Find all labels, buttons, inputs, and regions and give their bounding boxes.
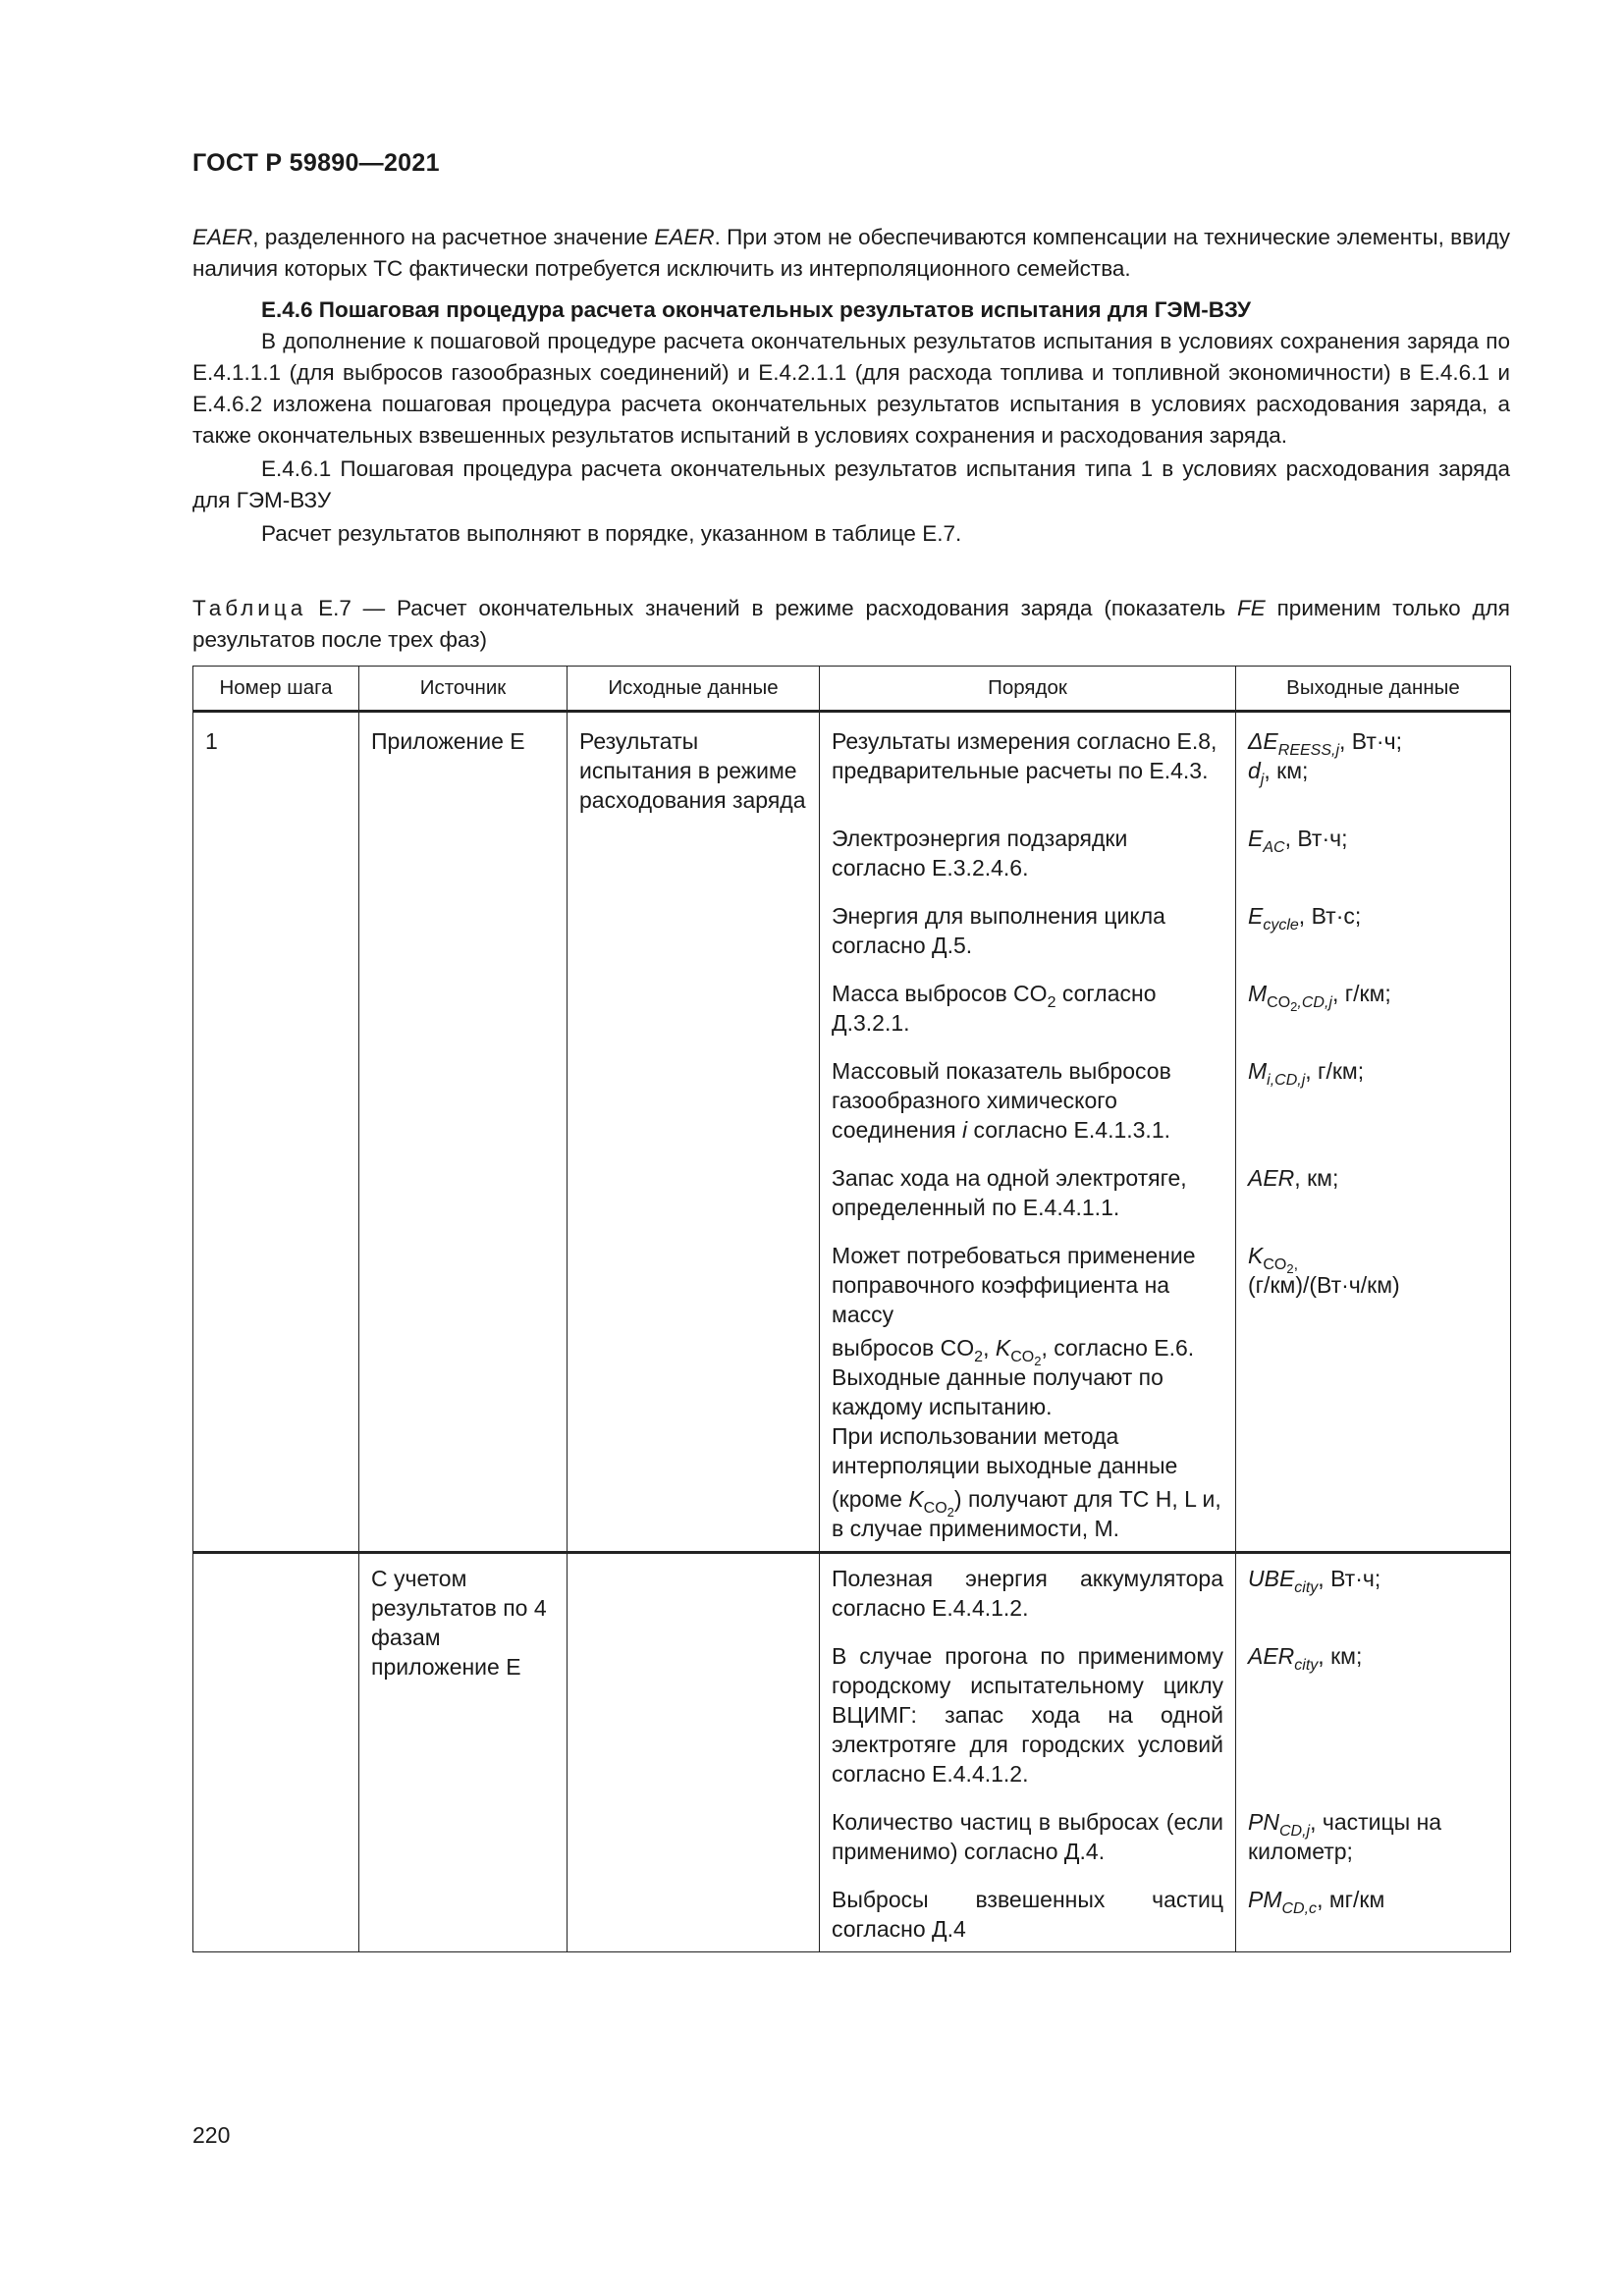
term-fe: FE bbox=[1237, 596, 1266, 620]
caption-label: Таблица bbox=[192, 596, 307, 620]
output-item bbox=[1248, 1056, 1498, 1148]
italic-sub: i,CD,j bbox=[1267, 1072, 1306, 1089]
text-span: , Вт·ч; bbox=[1318, 1566, 1381, 1591]
intro-paragraph bbox=[192, 222, 1510, 285]
italic-sub: CD,c bbox=[1281, 1900, 1318, 1917]
column-header: Выходные данные bbox=[1236, 667, 1511, 712]
column-header: Порядок bbox=[820, 667, 1236, 712]
text-span: , частицы на километр; bbox=[1248, 1809, 1442, 1864]
text-span: (кроме bbox=[832, 1486, 909, 1512]
text-span: CO bbox=[1010, 1349, 1035, 1365]
italic-sub: city bbox=[1294, 1657, 1319, 1674]
text-span: , Вт·ч; bbox=[1339, 728, 1402, 754]
order-item bbox=[832, 1333, 1223, 1368]
text-span: Энергия для выполнения цикла согласно Д.5. bbox=[832, 903, 1165, 958]
text-span: , bbox=[1293, 1256, 1299, 1273]
italic-sub: AC bbox=[1263, 839, 1285, 856]
column-header: Источник bbox=[359, 667, 568, 712]
italic-sub: CD,j bbox=[1278, 1823, 1311, 1840]
order-item: Полезная энергия аккумулятора согласно Е.4.4.1.2. bbox=[832, 1566, 1223, 1621]
output-item bbox=[1248, 979, 1498, 1041]
italic-var: E bbox=[1248, 903, 1264, 929]
order-cell bbox=[820, 712, 1236, 1553]
table-header-row bbox=[193, 667, 1511, 712]
text-span: , г/км; bbox=[1331, 981, 1391, 1006]
subscript: 2 bbox=[974, 1349, 984, 1365]
text-span: , bbox=[983, 1335, 996, 1361]
italic-var: M bbox=[1248, 1058, 1268, 1084]
text-span: CO bbox=[1267, 994, 1291, 1011]
italic-var: AER bbox=[1248, 1165, 1295, 1191]
subscript: 2 bbox=[1290, 999, 1298, 1014]
empty-cell bbox=[568, 1553, 820, 1952]
output-item bbox=[1248, 1807, 1498, 1870]
page-number: 220 bbox=[192, 2122, 231, 2148]
document-header: ГОСТ Р 59890—2021 bbox=[192, 149, 440, 177]
output-item bbox=[1248, 901, 1498, 964]
output-item bbox=[1248, 1564, 1498, 1627]
order-item bbox=[832, 979, 1223, 1041]
order-item bbox=[832, 901, 1223, 964]
italic-sub: cycle bbox=[1263, 917, 1299, 934]
italic-var: E bbox=[1248, 826, 1264, 851]
output-cell bbox=[1236, 1553, 1511, 1952]
text-span: , км; bbox=[1294, 1165, 1339, 1191]
section-paragraph-1: В дополнение к пошаговой процедуре расчета окончательных результатов испытания в условиях сохранения заряда по Е.4.1.1.1 (для выбросов газообразных соединений) и Е.4.2.1.1 (для расхода топлива и топливной экономичности) в Е.4.6.1 и Е.4.6.2 изложена пошаговая процедура расчета окончательных результатов испытания в условиях расходования заряда, а также окончательных взвешенных результатов испытаний в условиях сохранения и расходования заряда. bbox=[192, 329, 1510, 448]
text-span: выбросов CO bbox=[832, 1335, 975, 1361]
results-table bbox=[192, 666, 1511, 1952]
text-span: , км; bbox=[1318, 1643, 1363, 1669]
order-cell bbox=[820, 1553, 1236, 1952]
subscript: 2 bbox=[1047, 994, 1056, 1011]
source-cell: С учетом результатов по 4 фазам приложение Е bbox=[359, 1553, 568, 1952]
italic-var: UBE bbox=[1248, 1566, 1295, 1591]
text-span: , г/км; bbox=[1305, 1058, 1365, 1084]
term-eaer: EAER bbox=[654, 225, 715, 249]
order-item: Электроэнергия подзарядки согласно Е.3.2.4.6. bbox=[832, 826, 1128, 881]
section-heading: Е.4.6 Пошаговая процедура расчета окончательных результатов испытания для ГЭМ-ВЗУ bbox=[261, 297, 1251, 322]
order-item: При использовании метода интерполяции выходные данные bbox=[832, 1423, 1178, 1478]
italic-var: PN bbox=[1248, 1809, 1279, 1835]
order-item: Количество частиц в выбросах (если применимо) согласно Д.4. bbox=[832, 1809, 1223, 1864]
italic-sub: REESS,j bbox=[1277, 742, 1340, 759]
text-span: применим только для результатов после трех фаз) bbox=[192, 596, 1510, 652]
italic-var: AER bbox=[1248, 1643, 1295, 1669]
text-span: , разделенного на расчетное значение bbox=[252, 225, 655, 249]
text-span: CO bbox=[1263, 1256, 1287, 1273]
order-item: В случае прогона по применимому городскому испытательному циклу ВЦИМГ: запас хода на одной электротяге для городских условий согласно Е.4.4.1.2. bbox=[832, 1643, 1223, 1787]
output-item bbox=[1248, 1885, 1498, 1917]
column-header: Номер шага bbox=[193, 667, 359, 712]
empty-cell bbox=[193, 1553, 359, 1952]
table-row bbox=[193, 1553, 1511, 1952]
output-item bbox=[1248, 1241, 1498, 1300]
italic-var: M bbox=[1248, 981, 1268, 1006]
italic-var: K bbox=[995, 1335, 1011, 1361]
step-number: 1 bbox=[193, 712, 359, 1553]
text-span: ) получают для ТС H, L и, в случае применимости, M. bbox=[832, 1486, 1221, 1541]
source-cell: Приложение Е bbox=[359, 712, 568, 1553]
term-eaer: EAER bbox=[192, 225, 253, 249]
output-cell bbox=[1236, 712, 1511, 1553]
order-item: Выходные данные получают по каждому испытанию. bbox=[832, 1364, 1163, 1419]
subscript: 2 bbox=[1034, 1354, 1042, 1368]
output-item bbox=[1248, 726, 1498, 809]
column-header: Исходные данные bbox=[568, 667, 820, 712]
text-span: согласно Д.3.2.1. bbox=[832, 981, 1157, 1036]
section-paragraph-3: Расчет результатов выполняют в порядке, указанном в таблице Е.7. bbox=[261, 521, 962, 546]
text-span: CO bbox=[923, 1500, 947, 1517]
order-item: Выбросы взвешенных частиц согласно Д.4 bbox=[832, 1887, 1223, 1942]
text-span: , Вт·ч; bbox=[1284, 826, 1348, 851]
text-span: . При этом не обеспечиваются компенсации на технические элементы, ввиду наличия которых ТС фактически потребуется исключить из интерполяционного семейства. bbox=[192, 225, 1511, 281]
output-item bbox=[1248, 1163, 1498, 1226]
input-cell: Результаты испытания в режиме расходования заряда bbox=[568, 712, 820, 1553]
subscript: 2 bbox=[947, 1505, 954, 1520]
order-item bbox=[832, 1056, 1223, 1148]
order-item: Запас хода на одной электротяге, определенный по Е.4.4.1.1. bbox=[832, 1165, 1187, 1220]
italic-var: PM bbox=[1248, 1887, 1282, 1912]
output-item bbox=[1248, 824, 1498, 886]
text-span: , мг/км bbox=[1317, 1887, 1385, 1912]
text-span: , Вт·с; bbox=[1298, 903, 1362, 929]
text-span: Массовый показатель выбросов газообразного химического соединения bbox=[832, 1058, 1171, 1143]
section-paragraph-2: Е.4.6.1 Пошаговая процедура расчета окончательных результатов испытания типа 1 в условиях расходования заряда для ГЭМ-ВЗУ bbox=[192, 456, 1510, 512]
italic-sub: city bbox=[1294, 1579, 1319, 1596]
text-span: , км; bbox=[1264, 758, 1309, 783]
italic-var: K bbox=[1248, 1243, 1264, 1268]
italic-sub: ,CD,j bbox=[1297, 994, 1332, 1011]
text-span: (г/км)/(Вт·ч/км) bbox=[1248, 1272, 1400, 1298]
subscript bbox=[923, 1500, 954, 1520]
output-item bbox=[1248, 1641, 1498, 1792]
text-span: согласно Е.4.1.3.1. bbox=[967, 1117, 1171, 1143]
italic-var: K bbox=[908, 1486, 924, 1512]
text-span: Е.7 — Расчет окончательных значений в режиме расходования заряда (показатель bbox=[306, 596, 1238, 620]
italic-var: d bbox=[1248, 758, 1261, 783]
italic-var: i bbox=[962, 1117, 968, 1143]
order-item bbox=[832, 1484, 1223, 1543]
subscript: 2 bbox=[1286, 1261, 1294, 1276]
italic-sub: j bbox=[1260, 772, 1265, 788]
text-span: , согласно Е.6. bbox=[1041, 1335, 1195, 1361]
intro-block bbox=[192, 222, 1510, 550]
table-row bbox=[193, 712, 1511, 1553]
order-item: Результаты измерения согласно Е.8, предварительные расчеты по Е.4.3. bbox=[832, 728, 1217, 783]
italic-var: ΔE bbox=[1248, 728, 1278, 754]
table-caption bbox=[192, 593, 1510, 656]
text-span: Масса выбросов CO bbox=[832, 981, 1048, 1006]
order-item: Может потребоваться применение поправочного коэффициента на массу bbox=[832, 1243, 1196, 1327]
